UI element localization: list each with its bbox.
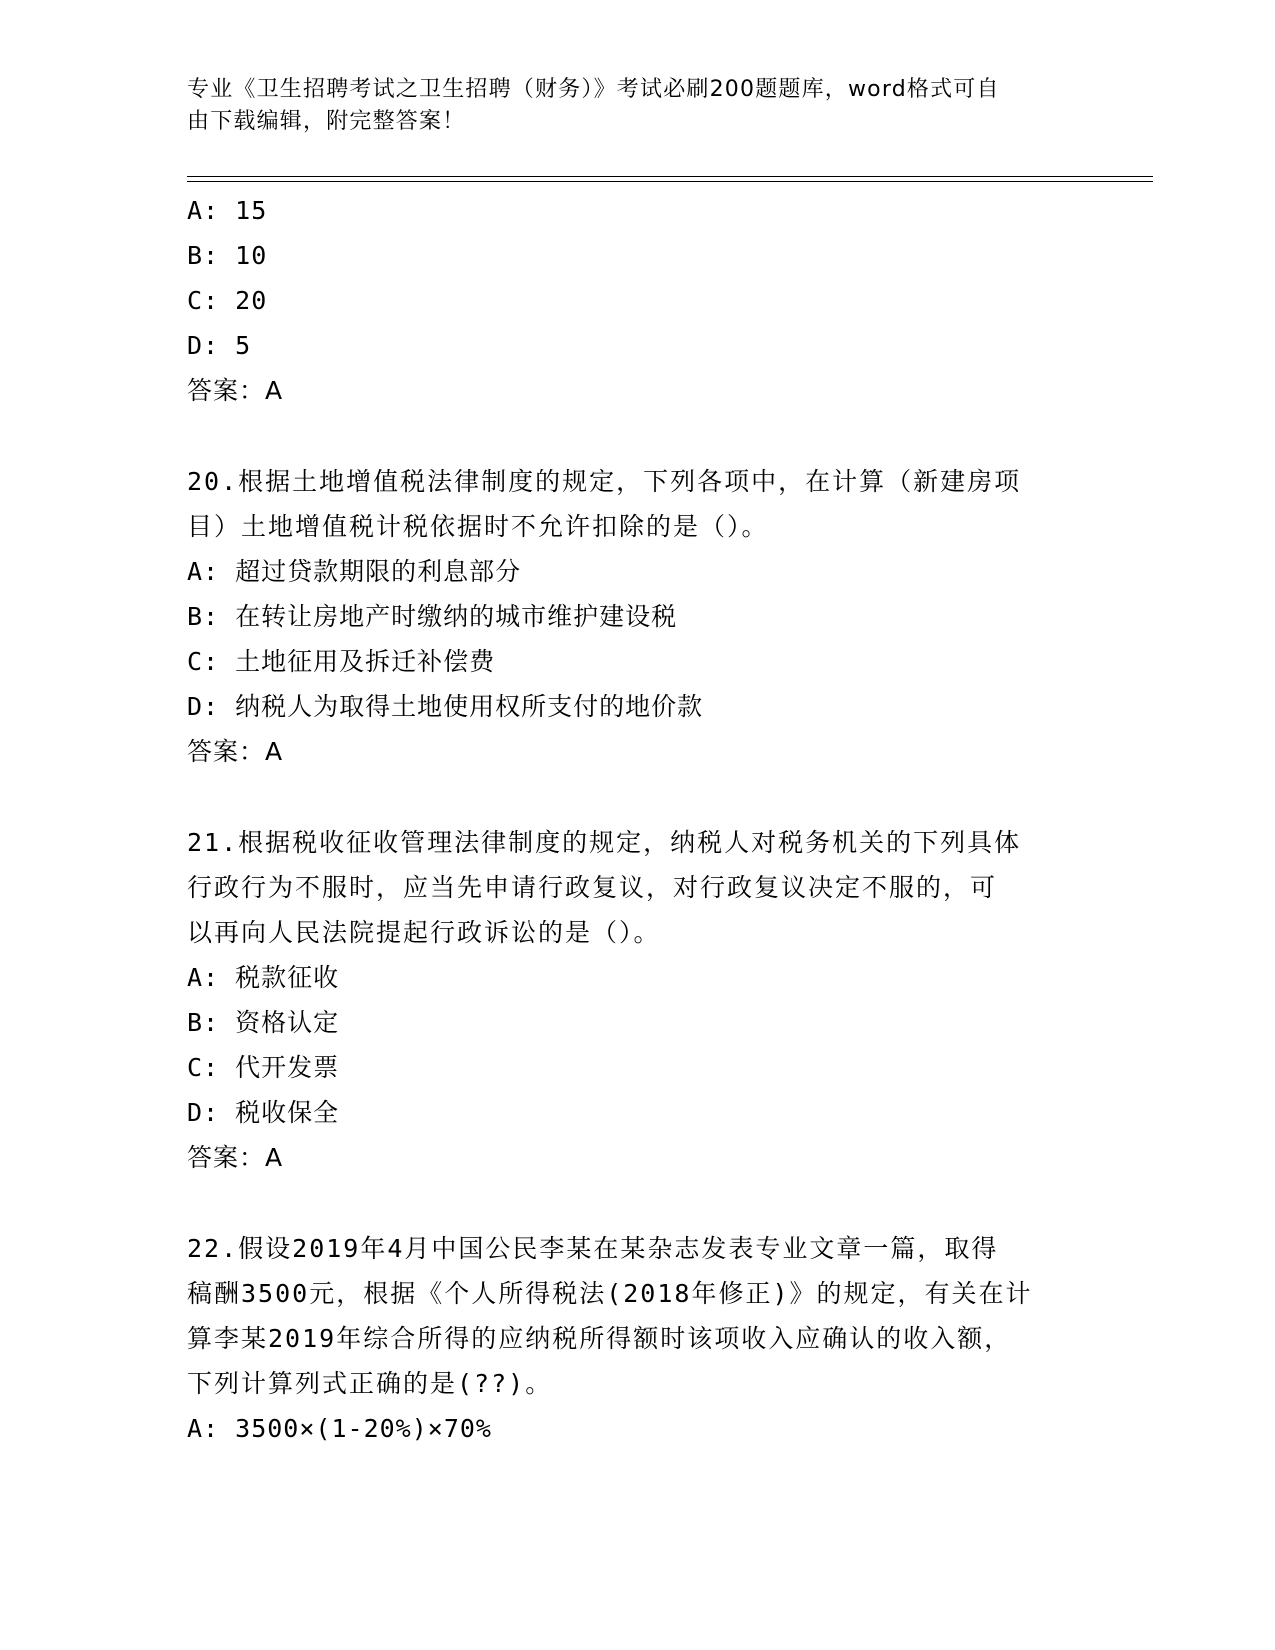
header-divider-top (187, 176, 1153, 177)
option-a: A: 3500×(1-20%)×70% (187, 1414, 492, 1443)
option-c: C: 代开发票 (187, 1053, 340, 1082)
option-d: D: 5 (187, 331, 252, 360)
question-19 (187, 188, 1087, 413)
header-divider-bottom (187, 181, 1153, 182)
question-line: 22.假设2019年4月中国公民李某在某杂志发表专业文章一篇，取得 (187, 1234, 999, 1263)
header-line-2: 由下载编辑，附完整答案！ (187, 109, 466, 134)
option-a: A: 税款征收 (187, 963, 340, 992)
question-text (187, 459, 1077, 549)
question-line: 行政行为不服时，应当先申请行政复议，对行政复议决定不服的，可 (187, 873, 998, 902)
option-b: B: 在转让房地产时缴纳的城市维护建设税 (187, 602, 678, 631)
question-line: 目）土地增值税计税依据时不允许扣除的是（）。 (187, 512, 769, 541)
question-20 (187, 459, 1087, 774)
question-text (187, 1226, 1077, 1406)
option-b: B: 资格认定 (187, 1008, 340, 1037)
question-line: 21.根据税收征收管理法律制度的规定，纳税人对税务机关的下列具体 (187, 828, 1022, 857)
question-line: 以再向人民法院提起行政诉讼的是（）。 (187, 918, 661, 947)
question-list (187, 188, 1087, 1451)
question-line: 算李某2019年综合所得的应纳税所得额时该项收入应确认的收入额， (187, 1324, 1012, 1353)
option-c: C: 土地征用及拆迁补偿费 (187, 647, 496, 676)
option-a: A: 15 (187, 196, 268, 225)
question-21 (187, 820, 1087, 1180)
option-d: D: 纳税人为取得土地使用权所支付的地价款 (187, 692, 704, 721)
question-text (187, 820, 1077, 955)
header-line-1: 专业《卫生招聘考试之卫生招聘（财务）》考试必刷200题题库，word格式可自 (187, 77, 1000, 102)
option-a: A: 超过贷款期限的利息部分 (187, 557, 522, 586)
option-c: C: 20 (187, 286, 268, 315)
answer-label: 答案：A (187, 1143, 284, 1172)
option-d: D: 税收保全 (187, 1098, 340, 1127)
answer-label: 答案：A (187, 737, 284, 766)
option-b: B: 10 (187, 241, 268, 270)
document-header (187, 74, 1067, 138)
question-line: 稿酬3500元，根据《个人所得税法(2018年修正)》的规定，有关在计 (187, 1279, 1033, 1308)
answer-label: 答案：A (187, 376, 284, 405)
question-22 (187, 1226, 1087, 1451)
question-line: 下列计算列式正确的是(??)。 (187, 1369, 553, 1398)
question-line: 20.根据土地增值税法律制度的规定，下列各项中，在计算（新建房项 (187, 467, 1022, 496)
